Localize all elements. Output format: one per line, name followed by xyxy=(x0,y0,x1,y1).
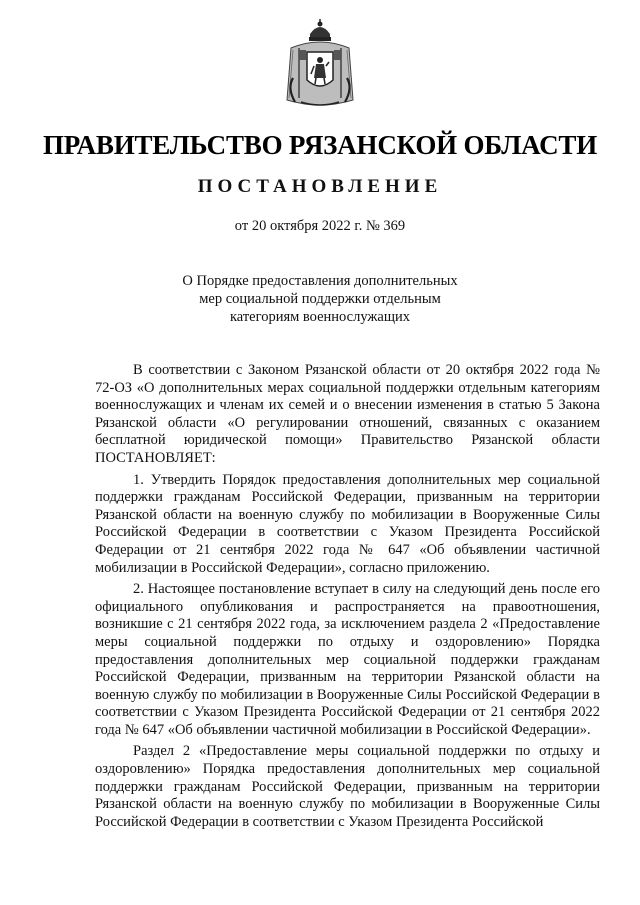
paragraph-section-2: Раздел 2 «Предоставление меры социальной поддержки по отдыху и оздоровлению» Порядка предоставления дополнительных мер социальной поддержки гражданам Российской Федерации, призванным на территории Рязанской области на военную службу по мобилизации в Вооруженные Силы Российской Федерации в соответствии с Указом Президента Российской xyxy=(95,743,600,830)
document-date-number: от 20 октября 2022 г. № 369 xyxy=(234,218,406,234)
title-line: мер социальной поддержки отдельным xyxy=(199,291,441,307)
paragraph-item-2: 2. Настоящее постановление вступает в силу на следующий день после его официального опубликования и распространяется на правоотношения, возникшие с 21 сентября 2022 года, за исключением раздела 2 «Предоставление меры социальной поддержки по отдыху и оздоровлению» Порядка предоставления дополнительных мер социальной поддержки гражданам Российской Федерации, призванным на территории Рязанской области на военную службу по мобилизации в Вооруженные Силы Российской Федерации в соответствии с Указом Президента Российской Федерации от 21 сентября 2022 года № 647 «Об объявлении частичной мобилизации в Российской Федерации». xyxy=(95,581,600,738)
document-body xyxy=(95,362,600,831)
title-line: О Порядке предоставления дополнительных xyxy=(182,273,458,289)
title-line: категориям военнослужащих xyxy=(229,309,411,325)
government-name: ПРАВИТЕЛЬСТВО РЯЗАНСКОЙ ОБЛАСТИ xyxy=(42,130,598,160)
document-type: ПОСТАНОВЛЕНИЕ xyxy=(197,176,443,197)
paragraph-item-1: 1. Утвердить Порядок предоставления дополнительных мер социальной поддержки гражданам Российской Федерации, призванным на территории Рязанской области на военную службу по мобилизации в Вооруженные Силы Российской Федерации в соответствии с Указом Президента Российской Федерации от 21 сентября 2022 года № 647 «Об объявлении частичной мобилизации в Российской Федерации», согласно приложению. xyxy=(95,471,600,576)
document-title xyxy=(160,272,480,326)
coat-of-arms-emblem xyxy=(283,18,357,110)
paragraph-preamble: В соответствии с Законом Рязанской области от 20 октября 2022 года № 72-ОЗ «О дополнительных мерах социальной поддержки отдельным категориям военнослужащих и членам их семей и о внесении изменения в статью 5 Закона Рязанской области «О регулировании отношений, связанных с оказанием бесплатной юридической помощи» Правительство Рязанской области ПОСТАНОВЛЯЕТ: xyxy=(95,362,600,466)
